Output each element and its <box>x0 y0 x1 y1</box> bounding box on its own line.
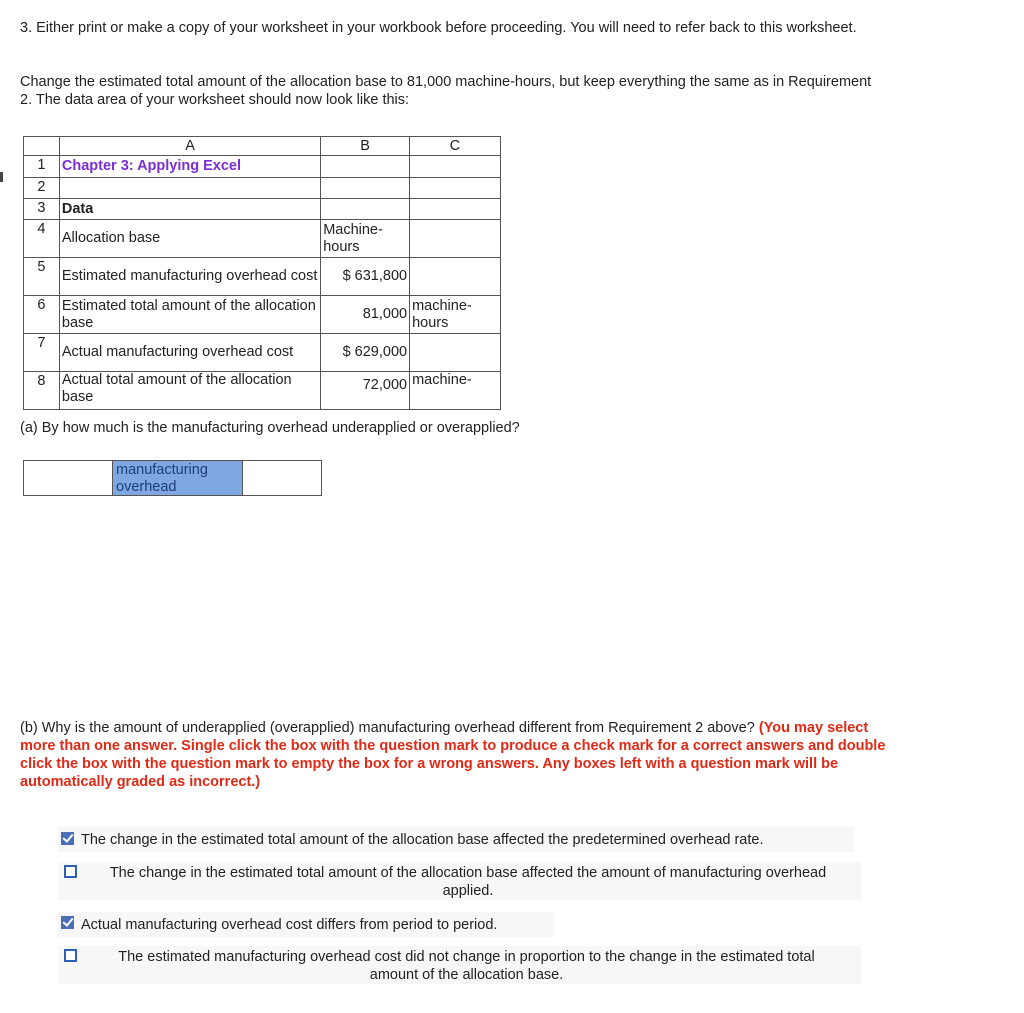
checkbox-checked-icon[interactable] <box>61 832 74 845</box>
row-number: 8 <box>24 372 60 410</box>
cell-c8: machine- <box>410 372 501 410</box>
cell-c1 <box>410 156 501 178</box>
question-a-text: (a) By how much is the manufacturing overhead underapplied or overapplied? <box>20 420 520 436</box>
cell-c7 <box>410 334 501 372</box>
cell-a7: Actual manufacturing overhead cost <box>59 334 320 372</box>
answer-option-2 <box>58 862 861 900</box>
answer-option-text: The change in the estimated total amount of the allocation base affected the predetermined overhead rate. <box>81 832 764 848</box>
row-number: 2 <box>24 178 60 199</box>
answer-option-text: The estimated manufacturing overhead cost did not change in proportion to the change in the estimated total amount of the allocation base. <box>118 949 815 983</box>
answer-option-text: Actual manufacturing overhead cost differs from period to period. <box>81 917 498 933</box>
cell-b8: 72,000 <box>321 372 410 410</box>
col-header-b: B <box>321 137 410 156</box>
cell-a8: Actual total amount of the allocation base <box>59 372 320 410</box>
cell-b6: 81,000 <box>321 296 410 334</box>
answer-option-1 <box>58 827 854 852</box>
cell-b2 <box>321 178 410 199</box>
question-b-text: (b) Why is the amount of underapplied (overapplied) manufacturing overhead different from Requirement 2 above? <box>20 720 755 736</box>
cell-c2 <box>410 178 501 199</box>
checkbox-empty-icon[interactable] <box>64 865 77 878</box>
left-edge-mark <box>0 172 3 182</box>
row-number: 3 <box>24 199 60 220</box>
corner-cell <box>24 137 60 156</box>
col-header-c: C <box>410 137 501 156</box>
instruction-paragraph-2: Change the estimated total amount of the allocation base to 81,000 machine-hours, but keep everything the same as in Requirement 2. The data area of your worksheet should now look like this: <box>20 74 872 108</box>
question-a-answer-row <box>23 460 322 496</box>
row-number: 1 <box>24 156 60 178</box>
answer-option-text: The change in the estimated total amount of the allocation base affected the amount of manufacturing overhead applied. <box>109 865 827 899</box>
question-b-block <box>20 719 890 791</box>
cell-b3 <box>321 199 410 220</box>
row-number: 7 <box>24 334 60 372</box>
cell-c3 <box>410 199 501 220</box>
col-header-a: A <box>59 137 320 156</box>
cell-b4: Machine-hours <box>321 220 410 258</box>
instruction-paragraph-1: 3. Either print or make a copy of your worksheet in your workbook before proceeding. You will need to refer back to this worksheet. <box>20 20 857 36</box>
overhead-type-dropdown[interactable]: manufacturing overhead <box>112 460 242 496</box>
spreadsheet <box>23 136 501 405</box>
overhead-amount-input[interactable] <box>23 460 112 496</box>
sheet-title-cell: Chapter 3: Applying Excel <box>59 156 320 178</box>
cell-c4 <box>410 220 501 258</box>
cell-b1 <box>321 156 410 178</box>
row-number: 5 <box>24 258 60 296</box>
answer-option-4 <box>58 946 861 984</box>
under-over-applied-dropdown[interactable] <box>242 460 322 496</box>
cell-b7: $ 629,000 <box>321 334 410 372</box>
checkbox-empty-icon[interactable] <box>64 949 77 962</box>
cell-b5: $ 631,800 <box>321 258 410 296</box>
answer-option-3 <box>58 912 554 937</box>
cell-a2 <box>59 178 320 199</box>
cell-a5: Estimated manufacturing overhead cost <box>59 258 320 296</box>
cell-a6: Estimated total amount of the allocation base <box>59 296 320 334</box>
cell-a3: Data <box>59 199 320 220</box>
cell-c6: machine-hours <box>410 296 501 334</box>
row-number: 6 <box>24 296 60 334</box>
question-b-instructions: (You may select more than one answer. Single click the box with the question mark to produce a check mark for a correct answers and double click the box with the question mark to empty the box for a wrong answers. Any boxes left with a question mark will be automatically graded as incorrect.) <box>20 720 886 790</box>
row-number: 4 <box>24 220 60 258</box>
cell-c5 <box>410 258 501 296</box>
checkbox-checked-icon[interactable] <box>61 916 74 929</box>
cell-a4: Allocation base <box>59 220 320 258</box>
